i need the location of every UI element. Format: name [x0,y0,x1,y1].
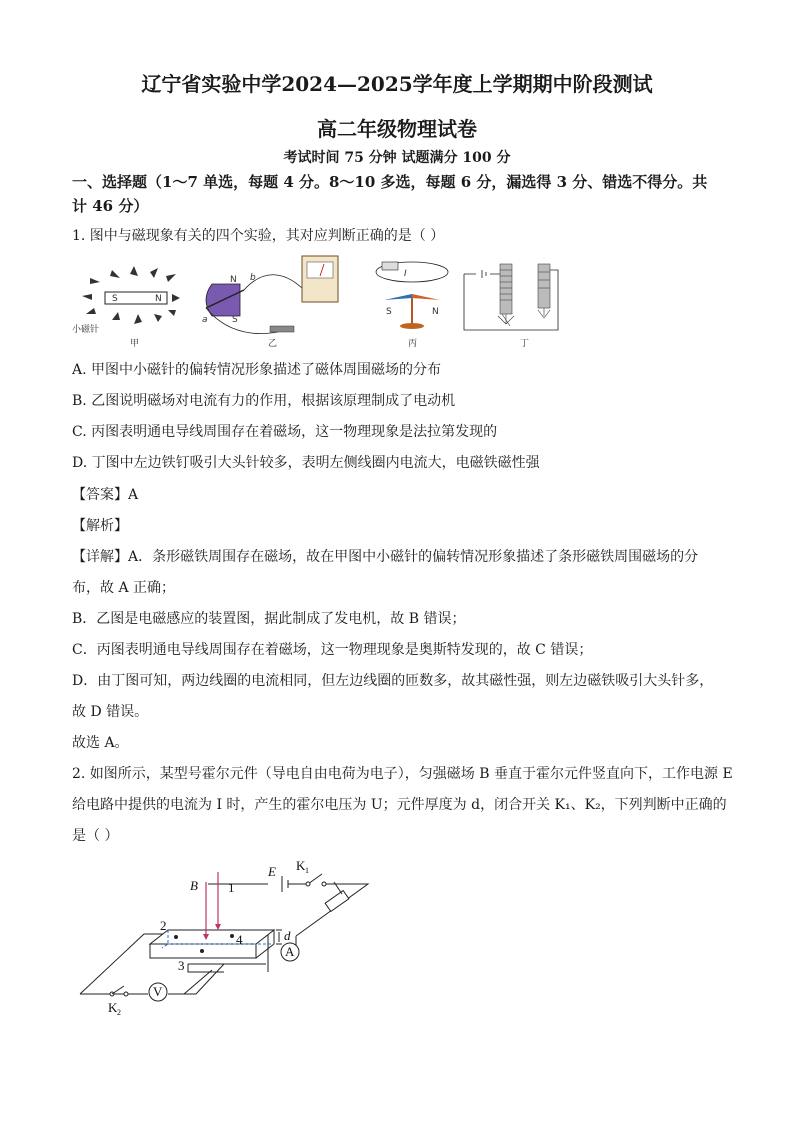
q1-detail-4: C．丙图表明通电导线周围存在着磁场，这一物理现象是奥斯特发现的，故 C 错误； [72,642,593,658]
bing-s-label: S [386,307,392,317]
caption-yi: 乙 [268,339,278,349]
exam-subtitle: 高二年级物理试卷 [317,117,477,141]
label-4: 4 [236,932,243,947]
figure-ding [464,264,558,349]
q1-option-c: C. 丙图表明通电导线周围存在着磁场，这一物理现象是法拉第发现的 [72,424,498,440]
yi-a-label: a [202,315,208,325]
q1-option-b: B. 乙图说明磁场对电流有力的作用，根据该原理制成了电动机 [72,393,456,409]
q1-answer: 【答案】A [72,487,139,503]
magnet-s-label: S [112,294,118,304]
figure-yi [202,256,338,349]
label-2: 2 [160,918,167,933]
exam-title: 辽宁省实验中学2024—2025学年度上学期期中阶段测试 [141,72,653,96]
q2-hall-circuit-figure [72,852,392,1022]
q1-detail-3: B．乙图是电磁感应的装置图，据此制成了发电机，故 B 错误； [72,611,466,627]
q1-detail-1: 【详解】A．条形磁铁周围存在磁场，故在甲图中小磁针的偏转情况形象描述了条形磁铁周围磁场的分 [72,549,699,565]
exam-info: 考试时间 75 分钟 试题满分 100 分 [283,150,511,166]
magnet-n-label: N [155,294,162,304]
q2-stem-2: 给电路中提供的电流为 I 时，产生的霍尔电压为 U；元件厚度为 d，闭合开关 K₁、K₂，下列判断中正确的 [72,797,727,813]
label-K1: K [296,858,306,873]
bing-n-label: N [432,307,439,317]
switch-icon [270,326,294,332]
yi-n-label: N [230,275,237,285]
right-electromagnet [538,264,550,308]
figure-jia [72,266,180,349]
label-K2: K [108,1000,118,1015]
ammeter-label: A [285,944,295,959]
caption-ding: 丁 [520,339,530,349]
label-K1-sub: 1 [305,866,309,875]
q1-stem: 1. 图中与磁现象有关的四个实验，其对应判断正确的是（ ） [72,228,445,244]
q1-option-d: D. 丁图中左边铁钉吸引大头针较多，表明左侧线圈内电流大，电磁铁磁性强 [72,455,540,471]
label-1: 1 [228,880,235,895]
label-B: B [190,878,198,893]
bing-current-label: I [404,269,407,279]
label-E: E [268,864,276,879]
label-3: 3 [178,958,185,973]
q1-figure [72,250,572,350]
yi-b-label: b [250,273,256,283]
q1-option-a: A. 甲图中小磁针的偏转情况形象描述了磁体周围磁场的分布 [72,362,442,378]
label-d: d [284,928,291,943]
figure-bing [376,262,448,349]
battery-icon [382,262,398,270]
caption-jia: 甲 [130,339,140,349]
q1-detail-2: 布，故 A 正确； [72,580,176,596]
left-electromagnet [500,264,512,314]
label-K2-sub: 2 [117,1008,121,1017]
section-heading-line1: 一、选择题（1～7 单选，每题 4 分。8～10 多选，每题 6 分，漏选得 3 分、错选不得分。共 [72,173,708,191]
q1-detail-6: 故 D 错误。 [72,704,149,720]
caption-bing: 丙 [408,339,418,349]
yi-s-label: S [232,315,238,325]
q2-stem-3: 是（ ） [72,828,119,844]
q2-stem-1: 2. 如图所示，某型号霍尔元件（导电自由电荷为电子），匀强磁场 B 垂直于霍尔元件竖直向下，工作电源 E [72,766,733,782]
needle-label: 小磁针 [72,325,100,335]
section-heading-line2: 计 46 分） [72,197,149,215]
q1-detail-5: D．由丁图可知，两边线圈的电流相同，但左边线圈的匝数多，故其磁性强，则左边磁铁吸引大头针多， [72,673,714,689]
q1-detail-7: 故选 A。 [72,735,129,751]
voltmeter-label: V [153,984,163,999]
rheostat-icon [325,882,349,911]
q1-analysis: 【解析】 [72,518,128,534]
